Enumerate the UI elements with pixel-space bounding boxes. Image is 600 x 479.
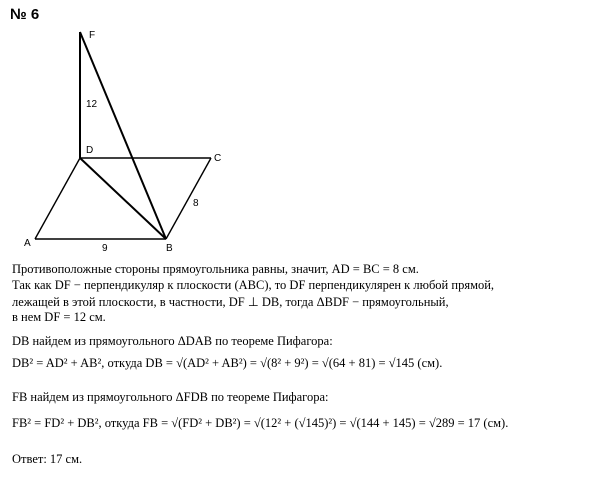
text-line-4: в нем DF = 12 см. (12, 310, 106, 324)
edge-db (80, 158, 166, 239)
label-b: B (166, 243, 173, 254)
label-d: D (86, 145, 94, 156)
label-a: A (24, 238, 31, 249)
edge-cb (166, 158, 211, 239)
edge-fb (80, 32, 166, 239)
label-len-bc: 8 (193, 198, 199, 209)
label-len-df: 12 (86, 99, 98, 110)
label-f: F (89, 30, 96, 41)
formula-db: DB² = AD² + AB², откуда DB = √(AD² + AB²) = √(8² + 9²) = √(64 + 81) = √145 (см). (12, 356, 443, 370)
text-line-2: Так как DF − перпендикуляр к плоскости (ABC), то DF перпендикулярен к любой прямой, (12, 278, 495, 292)
text-line-3: лежащей в этой плоскости, в частности, DF ⊥ DB, тогда ΔBDF − прямоугольный, (12, 295, 449, 309)
edge-ad (35, 158, 80, 239)
text-line-1: Противоположные стороны прямоугольника равны, значит, AD = BC = 8 см. (12, 262, 419, 276)
label-len-ab: 9 (102, 243, 108, 254)
text-line-7: FB найдем из прямоугольного ΔFDB по теореме Пифагора: (12, 390, 329, 404)
text-line-5: DB найдем из прямоугольного ΔDAB по теореме Пифагора: (12, 334, 333, 348)
label-c: C (214, 153, 222, 164)
answer: Ответ: 17 см. (12, 452, 83, 466)
formula-fb: FB² = FD² + DB², откуда FB = √(FD² + DB²) = √(12² + (√145)²) = √(144 + 145) = √289 = 17 (см). (12, 416, 509, 430)
problem-number: № 6 (10, 6, 40, 23)
